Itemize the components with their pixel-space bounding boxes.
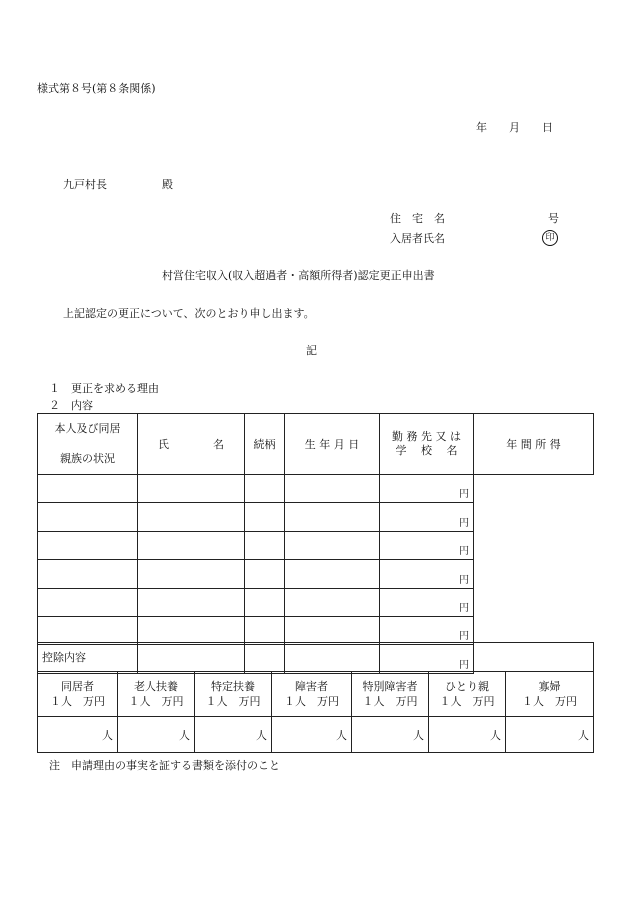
birth-cell[interactable]	[245, 475, 285, 503]
household-table	[37, 413, 594, 674]
col-birth-header: 生 年 月 日	[285, 414, 380, 475]
deduction-name: 特別障害者	[362, 680, 418, 693]
work-cell[interactable]	[285, 616, 380, 644]
relation-cell[interactable]	[138, 475, 245, 503]
work-cell[interactable]	[285, 475, 380, 503]
col-relation-header: 続柄	[245, 414, 285, 475]
deduction-count[interactable]: 人	[195, 717, 272, 753]
name-cell[interactable]	[38, 616, 138, 644]
deduction-header	[352, 672, 429, 717]
birth-cell[interactable]	[245, 531, 285, 559]
deduction-header	[429, 672, 506, 717]
income-cell[interactable]: 円	[380, 475, 474, 503]
deduction-label: 控除内容	[38, 643, 594, 672]
income-cell[interactable]: 円	[380, 503, 474, 531]
deduction-unit: １人 万円	[128, 695, 184, 708]
deduction-count[interactable]: 人	[352, 717, 429, 753]
household-row	[38, 616, 594, 644]
seal-mark: 印	[542, 230, 558, 246]
household-row	[38, 588, 594, 616]
deduction-name: 老人扶養	[134, 680, 178, 693]
household-row	[38, 531, 594, 559]
name-cell[interactable]	[38, 503, 138, 531]
deduction-count[interactable]: 人	[118, 717, 195, 753]
relation-cell[interactable]	[138, 560, 245, 588]
deduction-header	[118, 672, 195, 717]
deduction-table	[37, 642, 594, 753]
address-label: 住 宅 名	[390, 212, 445, 225]
birth-cell[interactable]	[245, 560, 285, 588]
household-row	[38, 560, 594, 588]
col-work-header	[380, 414, 474, 475]
deduction-unit: １人 万円	[362, 695, 418, 708]
work-cell[interactable]	[285, 503, 380, 531]
col-work-header-1: 勤 務 先 又 は	[392, 430, 461, 443]
relation-cell[interactable]	[138, 616, 245, 644]
income-cell[interactable]: 円	[380, 531, 474, 559]
work-cell[interactable]	[285, 531, 380, 559]
income-cell[interactable]: 円	[380, 616, 474, 644]
birth-cell[interactable]	[245, 616, 285, 644]
item-2: ２ 内容	[49, 399, 93, 412]
household-row	[38, 503, 594, 531]
deduction-count[interactable]: 人	[38, 717, 118, 753]
col-work-header-2: 学 校 名	[395, 444, 458, 457]
income-cell[interactable]: 円	[380, 588, 474, 616]
deduction-unit: １人 万円	[439, 695, 495, 708]
birth-cell[interactable]	[245, 503, 285, 531]
household-label-2: 親族の状況	[60, 452, 115, 465]
address-suffix: 号	[548, 212, 559, 225]
deduction-count[interactable]: 人	[429, 717, 506, 753]
deduction-count[interactable]: 人	[272, 717, 352, 753]
deduction-name: ひとり親	[445, 680, 489, 693]
household-row	[38, 475, 594, 503]
addressee: 九戸村長 殿	[63, 178, 173, 191]
income-cell[interactable]: 円	[380, 560, 474, 588]
deduction-header	[506, 672, 594, 717]
household-label-1: 本人及び同居	[54, 422, 121, 435]
deduction-unit: １人 万円	[284, 695, 339, 708]
date-line: 年 月 日	[476, 121, 553, 134]
item-1: １ 更正を求める理由	[49, 382, 159, 395]
deduction-name: 障害者	[295, 680, 328, 693]
household-label-cell	[38, 414, 138, 475]
document-title: 村営住宅収入(収入超過者・高額所得者)認定更正申出書	[162, 269, 435, 282]
deduction-unit: １人 万円	[522, 695, 577, 708]
deduction-name: 同居者	[61, 680, 94, 693]
birth-cell[interactable]	[245, 588, 285, 616]
body-text: 上記認定の更正について、次のとおり申し出ます。	[63, 307, 315, 320]
deduction-unit: １人 万円	[50, 695, 105, 708]
relation-cell[interactable]	[138, 503, 245, 531]
name-cell[interactable]	[38, 560, 138, 588]
col-name-header: 氏 名	[138, 414, 245, 475]
deduction-name: 特定扶養	[211, 680, 255, 693]
deduction-header	[38, 672, 118, 717]
note: 注 申請理由の事実を証する書類を添付のこと	[49, 759, 280, 772]
deduction-name: 寡婦	[538, 680, 561, 693]
name-cell[interactable]	[38, 531, 138, 559]
income-cell[interactable]: 円	[380, 645, 474, 673]
resident-label: 入居者氏名	[390, 232, 445, 245]
deduction-header	[195, 672, 272, 717]
work-cell[interactable]	[285, 588, 380, 616]
col-income-header: 年 間 所 得	[474, 414, 594, 475]
relation-cell[interactable]	[138, 531, 245, 559]
ki-heading: 記	[306, 344, 317, 357]
name-cell[interactable]	[38, 588, 138, 616]
work-cell[interactable]	[285, 560, 380, 588]
form-number: 様式第８号(第８条関係)	[37, 82, 156, 95]
deduction-header	[272, 672, 352, 717]
deduction-count[interactable]: 人	[506, 717, 594, 753]
name-cell[interactable]	[38, 475, 138, 503]
deduction-unit: １人 万円	[205, 695, 261, 708]
relation-cell[interactable]	[138, 588, 245, 616]
